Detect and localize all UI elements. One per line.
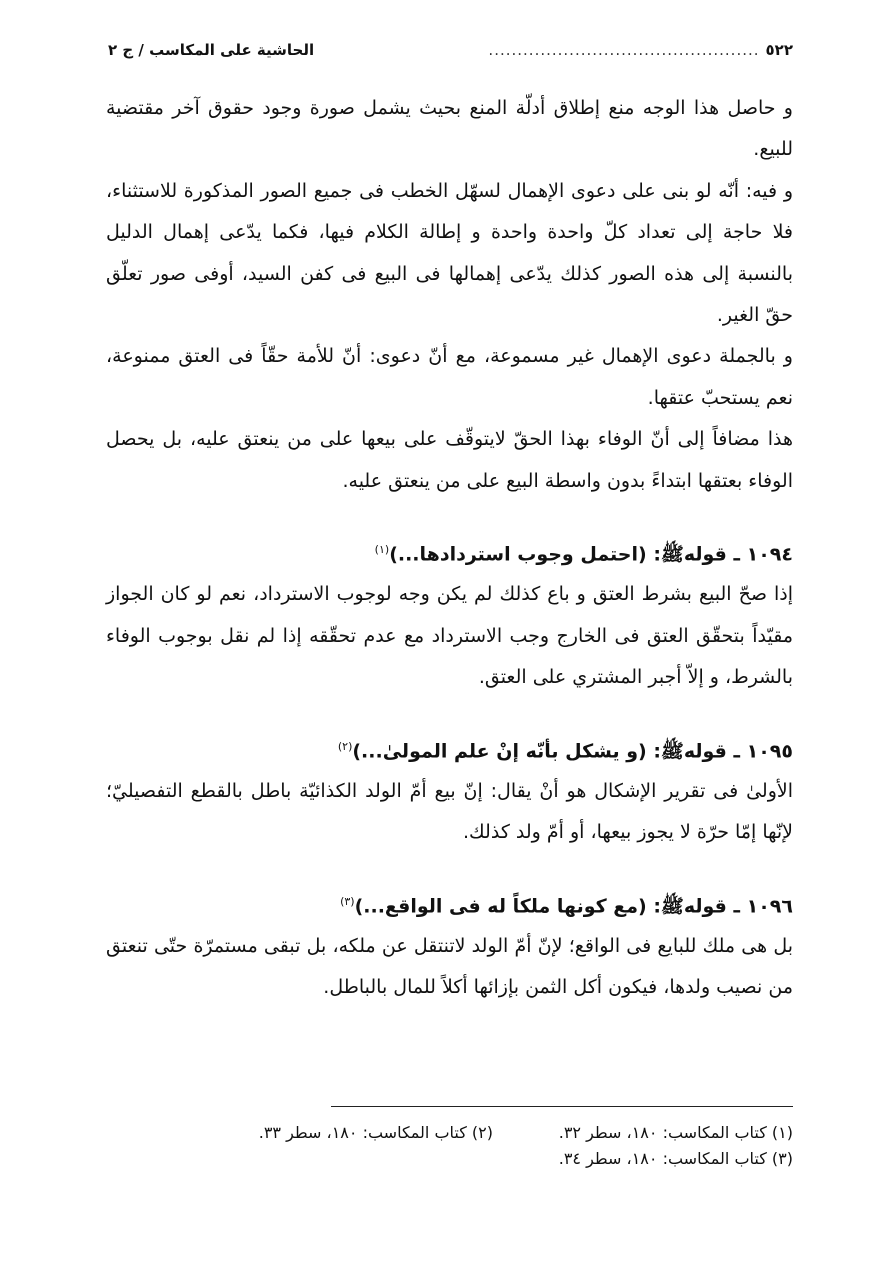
entry-heading-text: ١٠٩٦ ـ قوله‌ﷺ: (مع كونها ملكاً له فى الواقع...) bbox=[354, 895, 793, 918]
commentary-entry-1095 bbox=[106, 727, 793, 854]
footnote-1: (١) كتاب المكاسب: ١٨٠، سطر ٣٢. bbox=[558, 1123, 793, 1142]
main-text bbox=[106, 88, 793, 1009]
leader-dots: ............................................... bbox=[488, 41, 760, 59]
footnote-3: (٣) كتاب المكاسب: ١٨٠، سطر ٣٤. bbox=[558, 1149, 793, 1168]
paragraph-3: و بالجملة دعوى الإهمال غير مسموعة، مع أنّ دعوى: أنّ للأمة حقّاً فى العتق ممنوعة، نعم يستحبّ عتقها. bbox=[106, 345, 793, 409]
footnote-ref: (٣) bbox=[340, 894, 355, 908]
footnotes bbox=[106, 1120, 793, 1172]
commentary-entry-1096 bbox=[106, 882, 793, 1009]
paragraph-2: و فيه: أنّه لو بنى على دعوى الإهمال لسهّل الخطب فى جميع الصور المذكورة للاستثناء، فلا حاجة إلى تعداد كلّ واحدة واحدة و إطالة الكلام فيها، فكما يدّعى إهمال الدليل بالنسبة إلى هذه الصور كذلك يدّعى إهمالها فى البيع فى كفن السيد، أوفى صور تعلّق حقّ الغير. bbox=[106, 179, 793, 327]
entry-text: إذا صحّ البيع بشرط العتق و باع كذلك لم يكن وجه لوجوب الاسترداد، نعم لو كان الجواز مقيّداً بتحقّق العتق فى الخارج وجب الاسترداد مع عدم تحقّقه إذا لم نقل بوجوب الوفاء بالشرط، و إلاّ أجبر المشتري على العتق. bbox=[106, 583, 793, 689]
paragraph-1: و حاصل هذا الوجه منع إطلاق أدلّة المنع بحيث يشمل صورة وجود حقوق آخر مقتضية للبيع. bbox=[106, 97, 793, 161]
footnote-ref: (٢) bbox=[337, 739, 353, 753]
footnote-row bbox=[106, 1120, 793, 1146]
running-header bbox=[108, 36, 793, 64]
entry-heading-text: ١٠٩٥ ـ قوله‌ﷺ: (و يشكل بأنّه إنْ علم المولىٰ...) bbox=[352, 739, 793, 762]
entry-heading-text: ١٠٩٤ ـ قوله‌ﷺ: (احتمل وجوب استردادها...) bbox=[389, 543, 793, 566]
paragraph-4: هذا مضافاً إلى أنّ الوفاء بهذا الحقّ لايتوقّف على بيعها على من ينعتق عليه، بل يحصل الوفاء بعتقها ابتداءً بدون واسطة البيع على من ينعتق عليه. bbox=[106, 428, 793, 492]
entry-heading bbox=[106, 727, 793, 771]
entry-text: بل هى ملك للبايع فى الواقع؛ لإنّ أمّ الولد لاتنتقل عن ملكه، بل تبقى مستمرّة حتّى تنعتق من نصيب ولدها، فيكون أكل الثمن بإزائها أكلاً للمال بالباطل. bbox=[106, 935, 793, 999]
page-number: ٥٢٢ bbox=[765, 41, 793, 59]
entry-heading bbox=[106, 882, 793, 926]
footnote-ref: (١) bbox=[374, 543, 390, 557]
running-title: الحاشية على المكاسب / ج ٢ bbox=[108, 41, 315, 59]
footnote-row bbox=[106, 1146, 793, 1172]
entry-text: الأولىٰ فى تقرير الإشكال هو أنْ يقال: إنّ بيع أمّ الولد الكذائيّة باطل بالقطع التفصيليّ؛ لإنّها إمّا حرّة لا يجوز بيعها، أو أمّ ولد كذلك. bbox=[106, 779, 793, 844]
footnote-divider bbox=[331, 1106, 793, 1107]
entry-heading bbox=[106, 530, 793, 574]
commentary-entry-1094 bbox=[106, 530, 793, 699]
footnote-2: (٢) كتاب المكاسب: ١٨٠، سطر ٣٣. bbox=[258, 1123, 493, 1142]
